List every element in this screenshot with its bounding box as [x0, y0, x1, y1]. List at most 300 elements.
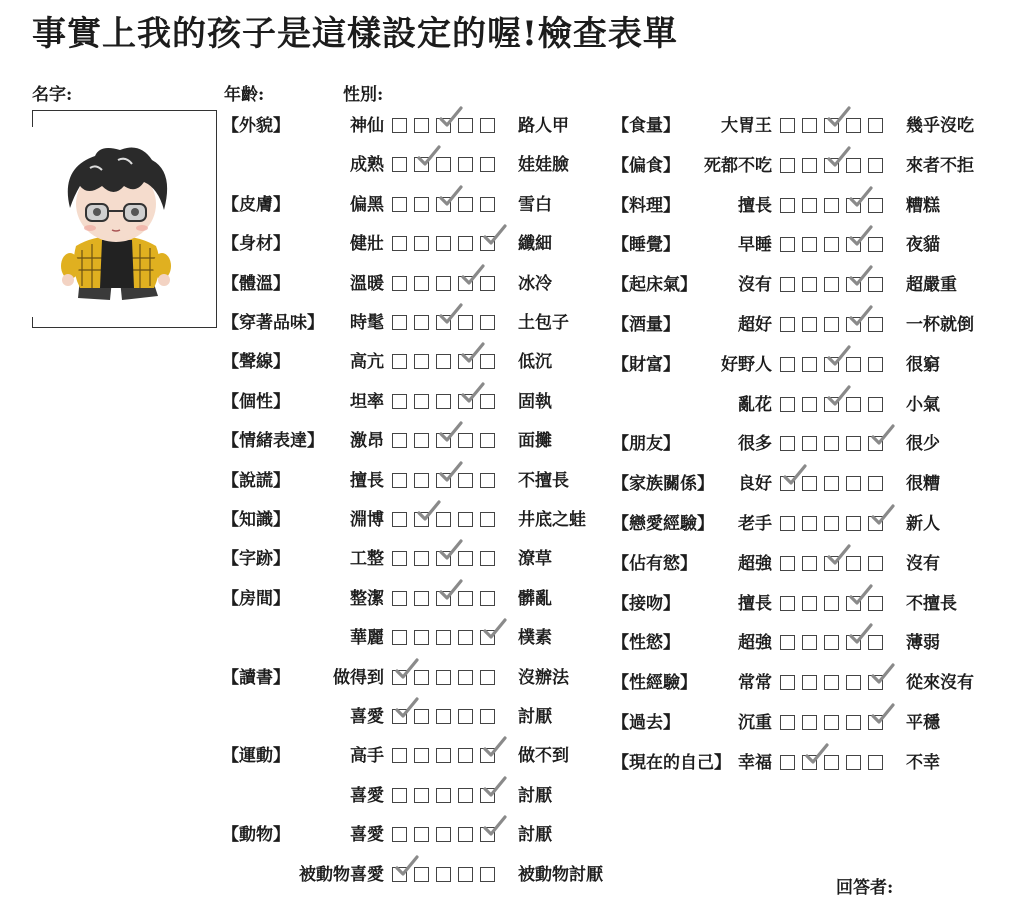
row-right-label: 土包子 — [518, 313, 569, 333]
rating-checkbox[interactable] — [780, 715, 795, 730]
rating-checkbox[interactable] — [414, 630, 429, 645]
rating-checkbox[interactable] — [802, 516, 817, 531]
row-category: 【財富】 — [612, 354, 680, 375]
row-right-label: 新人 — [906, 514, 940, 534]
rating-checkbox[interactable] — [436, 670, 451, 685]
rating-checkbox[interactable] — [802, 436, 817, 451]
rating-boxes — [392, 588, 502, 610]
row-right-label: 冰冷 — [518, 273, 552, 294]
row-left-label: 成熟 — [350, 155, 384, 176]
rating-checkbox[interactable] — [392, 473, 407, 488]
rating-checkbox[interactable] — [480, 473, 495, 488]
row-left-label: 被動物喜愛 — [299, 864, 384, 885]
row-category: 【穿著品味】 — [222, 313, 324, 333]
row-right-label: 幾乎沒吃 — [906, 116, 974, 136]
row-category: 【性慾】 — [612, 633, 680, 654]
rating-boxes — [780, 433, 890, 455]
rating-boxes — [780, 274, 890, 296]
rating-checkbox[interactable] — [780, 237, 795, 252]
check-mark-icon — [848, 264, 874, 290]
rating-checkbox[interactable] — [392, 512, 407, 527]
rating-checkbox[interactable] — [802, 596, 817, 611]
row-right-label: 薄弱 — [906, 633, 940, 654]
row-left-label: 喜愛 — [350, 785, 384, 806]
check-mark-icon — [394, 854, 420, 880]
row-right-label: 樸素 — [518, 628, 552, 649]
row-left-label: 良好 — [738, 474, 772, 495]
rating-checkbox[interactable] — [868, 118, 883, 133]
rating-boxes — [780, 354, 890, 376]
row-category: 【戀愛經驗】 — [612, 514, 714, 534]
rating-boxes — [392, 351, 502, 373]
check-mark-icon — [826, 384, 852, 410]
rating-checkbox[interactable] — [414, 276, 429, 291]
rating-checkbox[interactable] — [780, 556, 795, 571]
row-right-label: 纖細 — [518, 234, 552, 255]
rating-checkbox[interactable] — [802, 675, 817, 690]
row-left-label: 健壯 — [350, 234, 384, 255]
rating-checkbox[interactable] — [802, 277, 817, 292]
rating-checkbox[interactable] — [780, 158, 795, 173]
answerer-label: 回答者: — [836, 878, 894, 898]
check-mark-icon — [438, 460, 464, 486]
rating-checkbox[interactable] — [458, 788, 473, 803]
rating-checkbox[interactable] — [824, 198, 839, 213]
row-right-label: 做不到 — [518, 746, 569, 767]
row-left-label: 溫暖 — [350, 273, 384, 294]
rating-boxes — [392, 470, 502, 492]
row-right-label: 面攤 — [518, 431, 552, 452]
row-right-label: 井底之蛙 — [518, 510, 586, 530]
rating-checkbox[interactable] — [802, 556, 817, 571]
rating-checkbox[interactable] — [480, 157, 495, 172]
check-mark-icon — [460, 381, 486, 407]
rating-checkbox[interactable] — [824, 715, 839, 730]
rating-boxes — [392, 864, 502, 886]
row-right-label: 一杯就倒 — [906, 315, 974, 335]
chibi-avatar — [40, 138, 190, 308]
rating-checkbox[interactable] — [824, 596, 839, 611]
rating-checkbox[interactable] — [414, 788, 429, 803]
rating-checkbox[interactable] — [780, 357, 795, 372]
rating-checkbox[interactable] — [392, 433, 407, 448]
rating-checkbox[interactable] — [868, 556, 883, 571]
rating-checkbox[interactable] — [392, 827, 407, 842]
rating-boxes — [392, 233, 502, 255]
rating-checkbox[interactable] — [780, 516, 795, 531]
rating-checkbox[interactable] — [780, 198, 795, 213]
rating-checkbox[interactable] — [824, 516, 839, 531]
row-right-label: 不擅長 — [518, 470, 569, 491]
row-right-label: 沒辦法 — [518, 667, 569, 688]
rating-boxes — [780, 632, 890, 654]
row-category: 【皮膚】 — [222, 194, 290, 215]
row-left-label: 超強 — [738, 633, 772, 654]
check-mark-icon — [482, 735, 508, 761]
rating-boxes — [392, 627, 502, 649]
rating-checkbox[interactable] — [436, 748, 451, 763]
rating-checkbox[interactable] — [480, 433, 495, 448]
row-left-label: 幸福 — [738, 752, 772, 773]
check-mark-icon — [438, 184, 464, 210]
row-left-label: 亂花 — [738, 394, 772, 415]
rating-checkbox[interactable] — [392, 551, 407, 566]
rating-checkbox[interactable] — [868, 397, 883, 412]
row-left-label: 沉重 — [738, 713, 772, 733]
gender-label: 性別: — [343, 85, 384, 105]
rating-boxes — [780, 473, 890, 495]
row-category: 【個性】 — [222, 391, 290, 412]
rating-checkbox[interactable] — [392, 591, 407, 606]
rating-boxes — [780, 593, 890, 615]
row-category: 【偏食】 — [612, 155, 680, 176]
check-mark-icon — [394, 696, 420, 722]
check-mark-icon — [438, 578, 464, 604]
rating-checkbox[interactable] — [802, 317, 817, 332]
rating-checkbox[interactable] — [436, 630, 451, 645]
check-mark-icon — [870, 662, 896, 688]
row-right-label: 不擅長 — [906, 593, 957, 614]
rating-checkbox[interactable] — [846, 755, 861, 770]
row-right-label: 夜貓 — [906, 235, 940, 256]
rating-checkbox[interactable] — [436, 276, 451, 291]
rating-checkbox[interactable] — [392, 394, 407, 409]
page-title: 事實上我的孩子是這樣設定的喔!檢查表單 — [32, 14, 678, 54]
rating-checkbox[interactable] — [436, 827, 451, 842]
rating-checkbox[interactable] — [414, 354, 429, 369]
rating-checkbox[interactable] — [392, 315, 407, 330]
rating-checkbox[interactable] — [868, 755, 883, 770]
row-right-label: 被動物討厭 — [518, 864, 603, 885]
rating-checkbox[interactable] — [480, 867, 495, 882]
check-mark-icon — [870, 423, 896, 449]
rating-checkbox[interactable] — [480, 197, 495, 212]
row-right-label: 低沉 — [518, 352, 552, 373]
row-category: 【食量】 — [612, 116, 680, 136]
rating-checkbox[interactable] — [458, 236, 473, 251]
row-right-label: 很窮 — [906, 354, 940, 375]
rating-checkbox[interactable] — [414, 315, 429, 330]
row-right-label: 很少 — [906, 434, 940, 455]
rating-boxes — [392, 391, 502, 413]
rating-checkbox[interactable] — [824, 277, 839, 292]
rating-boxes — [780, 752, 890, 774]
row-category: 【體溫】 — [222, 273, 290, 294]
rating-checkbox[interactable] — [824, 635, 839, 650]
row-left-label: 做得到 — [333, 667, 384, 688]
check-mark-icon — [848, 224, 874, 250]
row-right-label: 娃娃臉 — [518, 155, 569, 176]
row-right-label: 超嚴重 — [906, 275, 957, 296]
rating-checkbox[interactable] — [846, 436, 861, 451]
row-category: 【動物】 — [222, 825, 290, 846]
rating-checkbox[interactable] — [392, 354, 407, 369]
check-mark-icon — [460, 263, 486, 289]
rating-checkbox[interactable] — [414, 827, 429, 842]
rating-checkbox[interactable] — [458, 157, 473, 172]
rating-checkbox[interactable] — [414, 591, 429, 606]
rating-checkbox[interactable] — [780, 436, 795, 451]
check-mark-icon — [870, 702, 896, 728]
rating-checkbox[interactable] — [824, 675, 839, 690]
check-mark-icon — [804, 742, 830, 768]
rating-boxes — [392, 273, 502, 295]
rating-checkbox[interactable] — [414, 394, 429, 409]
row-left-label: 早睡 — [738, 235, 772, 256]
rating-checkbox[interactable] — [846, 516, 861, 531]
rating-checkbox[interactable] — [802, 158, 817, 173]
age-label: 年齡: — [224, 85, 265, 105]
row-category: 【運動】 — [222, 746, 290, 767]
row-left-label: 喜愛 — [350, 707, 384, 727]
row-right-label: 討厭 — [518, 707, 552, 727]
rating-boxes — [392, 706, 502, 728]
rating-boxes — [780, 672, 890, 694]
check-mark-icon — [482, 223, 508, 249]
row-category: 【家族關係】 — [612, 474, 714, 495]
rating-checkbox[interactable] — [436, 709, 451, 724]
row-category: 【讀書】 — [222, 667, 290, 688]
row-category: 【現在的自己】 — [612, 752, 731, 773]
rating-boxes — [392, 548, 502, 570]
rating-boxes — [780, 195, 890, 217]
rating-checkbox[interactable] — [480, 591, 495, 606]
check-mark-icon — [438, 420, 464, 446]
rating-checkbox[interactable] — [392, 157, 407, 172]
check-mark-icon — [482, 814, 508, 840]
row-category: 【情緒表達】 — [222, 431, 324, 452]
row-category: 【酒量】 — [612, 315, 680, 335]
row-left-label: 時髦 — [350, 313, 384, 333]
check-mark-icon — [482, 775, 508, 801]
rating-boxes — [780, 394, 890, 416]
rating-checkbox[interactable] — [780, 635, 795, 650]
row-left-label: 神仙 — [350, 116, 384, 136]
row-right-label: 髒亂 — [518, 588, 552, 609]
row-right-label: 討厭 — [518, 785, 552, 806]
check-mark-icon — [416, 144, 442, 170]
check-mark-icon — [848, 622, 874, 648]
row-left-label: 整潔 — [350, 588, 384, 609]
rating-checkbox[interactable] — [480, 670, 495, 685]
rating-checkbox[interactable] — [414, 197, 429, 212]
row-right-label: 糟糕 — [906, 195, 940, 216]
row-right-label: 沒有 — [906, 553, 940, 574]
row-category: 【朋友】 — [612, 434, 680, 455]
row-left-label: 高手 — [350, 746, 384, 767]
check-mark-icon — [826, 105, 852, 131]
rating-checkbox[interactable] — [802, 397, 817, 412]
check-mark-icon — [438, 538, 464, 564]
row-right-label: 從來沒有 — [906, 673, 974, 694]
row-right-label: 來者不拒 — [906, 155, 974, 176]
rating-checkbox[interactable] — [458, 867, 473, 882]
check-mark-icon — [848, 304, 874, 330]
row-category: 【說謊】 — [222, 470, 290, 491]
row-right-label: 潦草 — [518, 549, 552, 570]
rating-checkbox[interactable] — [868, 357, 883, 372]
rating-checkbox[interactable] — [868, 476, 883, 491]
row-left-label: 坦率 — [350, 391, 384, 412]
row-right-label: 小氣 — [906, 394, 940, 415]
check-mark-icon — [870, 503, 896, 529]
rating-checkbox[interactable] — [824, 436, 839, 451]
rating-checkbox[interactable] — [780, 277, 795, 292]
rating-checkbox[interactable] — [458, 630, 473, 645]
rating-checkbox[interactable] — [780, 596, 795, 611]
row-left-label: 喜愛 — [350, 825, 384, 846]
rating-checkbox[interactable] — [802, 715, 817, 730]
row-left-label: 好野人 — [721, 354, 772, 375]
rating-boxes — [392, 312, 502, 334]
row-left-label: 擅長 — [738, 195, 772, 216]
check-mark-icon — [460, 341, 486, 367]
rating-checkbox[interactable] — [392, 630, 407, 645]
row-left-label: 激昂 — [350, 431, 384, 452]
rating-boxes — [780, 553, 890, 575]
rating-checkbox[interactable] — [458, 709, 473, 724]
rating-checkbox[interactable] — [436, 394, 451, 409]
rating-checkbox[interactable] — [436, 354, 451, 369]
rating-boxes — [392, 115, 502, 137]
rating-checkbox[interactable] — [392, 276, 407, 291]
check-mark-icon — [848, 583, 874, 609]
rating-checkbox[interactable] — [846, 675, 861, 690]
check-mark-icon — [438, 105, 464, 131]
rating-checkbox[interactable] — [824, 237, 839, 252]
rating-checkbox[interactable] — [802, 635, 817, 650]
rating-checkbox[interactable] — [414, 236, 429, 251]
row-left-label: 高亢 — [350, 352, 384, 373]
row-left-label: 老手 — [738, 514, 772, 534]
row-category: 【字跡】 — [222, 549, 290, 570]
row-right-label: 平穩 — [906, 713, 940, 733]
check-mark-icon — [482, 617, 508, 643]
rating-checkbox[interactable] — [414, 473, 429, 488]
rating-checkbox[interactable] — [846, 715, 861, 730]
row-category: 【起床氣】 — [612, 275, 697, 296]
row-left-label: 死都不吃 — [704, 155, 772, 176]
row-category: 【性經驗】 — [612, 673, 697, 694]
row-left-label: 很多 — [738, 434, 772, 455]
rating-checkbox[interactable] — [846, 476, 861, 491]
row-left-label: 工整 — [350, 549, 384, 570]
row-right-label: 討厭 — [518, 825, 552, 846]
row-right-label: 固執 — [518, 391, 552, 412]
rating-checkbox[interactable] — [780, 397, 795, 412]
rating-checkbox[interactable] — [824, 317, 839, 332]
rating-checkbox[interactable] — [414, 551, 429, 566]
rating-checkbox[interactable] — [780, 317, 795, 332]
row-left-label: 大胃王 — [721, 116, 772, 136]
rating-boxes — [392, 509, 502, 531]
check-mark-icon — [826, 543, 852, 569]
rating-checkbox[interactable] — [392, 748, 407, 763]
rating-checkbox[interactable] — [480, 551, 495, 566]
rating-checkbox[interactable] — [802, 118, 817, 133]
rating-checkbox[interactable] — [824, 476, 839, 491]
rating-checkbox[interactable] — [436, 788, 451, 803]
rating-checkbox[interactable] — [802, 237, 817, 252]
row-left-label: 偏黑 — [350, 194, 384, 215]
rating-checkbox[interactable] — [802, 198, 817, 213]
rating-boxes — [780, 513, 890, 535]
rating-boxes — [392, 785, 502, 807]
rating-checkbox[interactable] — [414, 433, 429, 448]
rating-boxes — [392, 430, 502, 452]
rating-checkbox[interactable] — [458, 512, 473, 527]
row-category: 【聲線】 — [222, 352, 290, 373]
rating-checkbox[interactable] — [802, 357, 817, 372]
row-category: 【料理】 — [612, 195, 680, 216]
rating-boxes — [392, 194, 502, 216]
row-left-label: 超好 — [738, 315, 772, 335]
rating-checkbox[interactable] — [436, 236, 451, 251]
row-category: 【過去】 — [612, 713, 680, 733]
check-mark-icon — [394, 657, 420, 683]
check-mark-icon — [826, 344, 852, 370]
rating-checkbox[interactable] — [436, 867, 451, 882]
row-category: 【佔有慾】 — [612, 553, 697, 574]
row-category: 【知識】 — [222, 510, 290, 530]
rating-checkbox[interactable] — [480, 118, 495, 133]
check-mark-icon — [416, 499, 442, 525]
rating-checkbox[interactable] — [480, 512, 495, 527]
rating-boxes — [780, 234, 890, 256]
rating-checkbox[interactable] — [458, 827, 473, 842]
row-right-label: 路人甲 — [518, 116, 569, 136]
rating-boxes — [780, 712, 890, 734]
row-right-label: 不幸 — [906, 752, 940, 773]
rating-checkbox[interactable] — [458, 670, 473, 685]
check-mark-icon — [848, 185, 874, 211]
row-left-label: 沒有 — [738, 275, 772, 296]
row-category: 【睡覺】 — [612, 235, 680, 256]
rating-checkbox[interactable] — [780, 118, 795, 133]
row-left-label: 超強 — [738, 553, 772, 574]
rating-checkbox[interactable] — [868, 158, 883, 173]
rating-checkbox[interactable] — [392, 236, 407, 251]
row-right-label: 很糟 — [906, 474, 940, 495]
rating-checkbox[interactable] — [780, 675, 795, 690]
rating-checkbox[interactable] — [392, 788, 407, 803]
row-category: 【接吻】 — [612, 593, 680, 614]
rating-boxes — [780, 314, 890, 336]
rating-checkbox[interactable] — [480, 709, 495, 724]
row-left-label: 常常 — [738, 673, 772, 694]
rating-boxes — [392, 667, 502, 689]
rating-checkbox[interactable] — [414, 748, 429, 763]
rating-boxes — [392, 745, 502, 767]
rating-checkbox[interactable] — [392, 118, 407, 133]
check-mark-icon — [438, 302, 464, 328]
rating-boxes — [780, 155, 890, 177]
rating-checkbox[interactable] — [414, 118, 429, 133]
rating-checkbox[interactable] — [480, 315, 495, 330]
row-category: 【房間】 — [222, 588, 290, 609]
row-left-label: 擅長 — [738, 593, 772, 614]
rating-boxes — [392, 154, 502, 176]
row-left-label: 華麗 — [350, 628, 384, 649]
row-category: 【外貌】 — [222, 116, 290, 136]
rating-checkbox[interactable] — [458, 748, 473, 763]
rating-checkbox[interactable] — [392, 197, 407, 212]
rating-checkbox[interactable] — [780, 755, 795, 770]
row-left-label: 擅長 — [350, 470, 384, 491]
row-category: 【身材】 — [222, 234, 290, 255]
check-mark-icon — [826, 145, 852, 171]
check-mark-icon — [782, 463, 808, 489]
